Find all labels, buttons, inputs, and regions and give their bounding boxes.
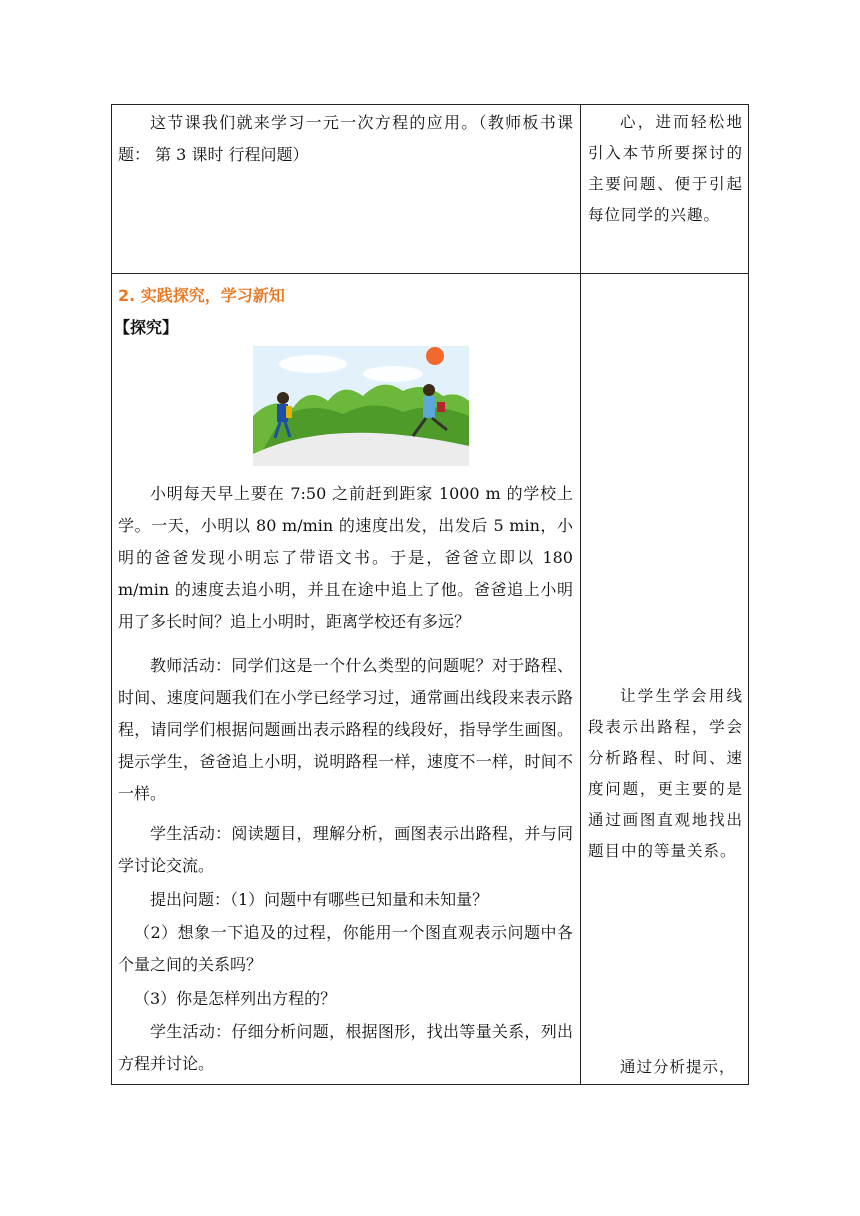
section-heading: 2. 实践探究，学习新知	[118, 286, 285, 305]
teacher-activity-paragraph: 教师活动：同学们这是一个什么类型的问题呢？对于路程、时间、速度问题我们在小学已经学习过，通常画出线段来表示路程，请同学们根据问题画出表示路程的线段好，指导学生画图。提示学生，爸爸追上小明，说明路程一样，速度不一样，时间不一样。	[118, 656, 573, 803]
intro-paragraph: 这节课我们就来学习一元一次方程的应用。（教师板书课题： 第 3 课时 行程问题）	[118, 113, 573, 164]
student-activity-2-paragraph: 学生活动：仔细分析问题，根据图形，找出等量关系，列出方程并讨论。	[118, 1022, 573, 1073]
question-3-paragraph: （3）你是怎样列出方程的？	[134, 989, 337, 1008]
column-divider	[580, 105, 581, 1084]
problem-paragraph: 小明每天早上要在 7:50 之前赶到距家 1000 m 的学校上学。一天，小明以 80 m/min 的速度出发，出发后 5 min，小明的爸爸发现小明忘了带语文书。于是，爸爸立即以 180 m/min 的速度去追小明，并且在途中追上了他。爸爸追上小明用了多长时间？追上小明时，距离学校还有多远？	[118, 484, 573, 631]
question-1-paragraph: 提出问题：（1）问题中有哪些已知量和未知量？	[150, 890, 489, 909]
question-2-paragraph: （2）想象一下追及的过程，你能用一个图直观表示问题中各个量之间的关系吗？	[118, 923, 573, 974]
design-intent-note: 心，进而轻松地引入本节所要探讨的主要问题、便于引起每位同学的兴趣。	[588, 113, 743, 224]
row-divider	[112, 273, 748, 274]
design-note-segments: 让学生学会用线段表示出路程，学会分析路程、时间、速度问题，更主要的是通过画图直观地找出题目中的等量关系。	[588, 687, 743, 860]
explore-heading: 【探究】	[114, 318, 179, 337]
lesson-plan-table	[111, 104, 749, 1085]
student-activity-paragraph: 学生活动：阅读题目，理解分析，画图表示出路程，并与同学讨论交流。	[118, 824, 573, 875]
design-note-analysis: 通过分析提示，	[620, 1058, 736, 1076]
chase-illustration	[253, 346, 469, 466]
